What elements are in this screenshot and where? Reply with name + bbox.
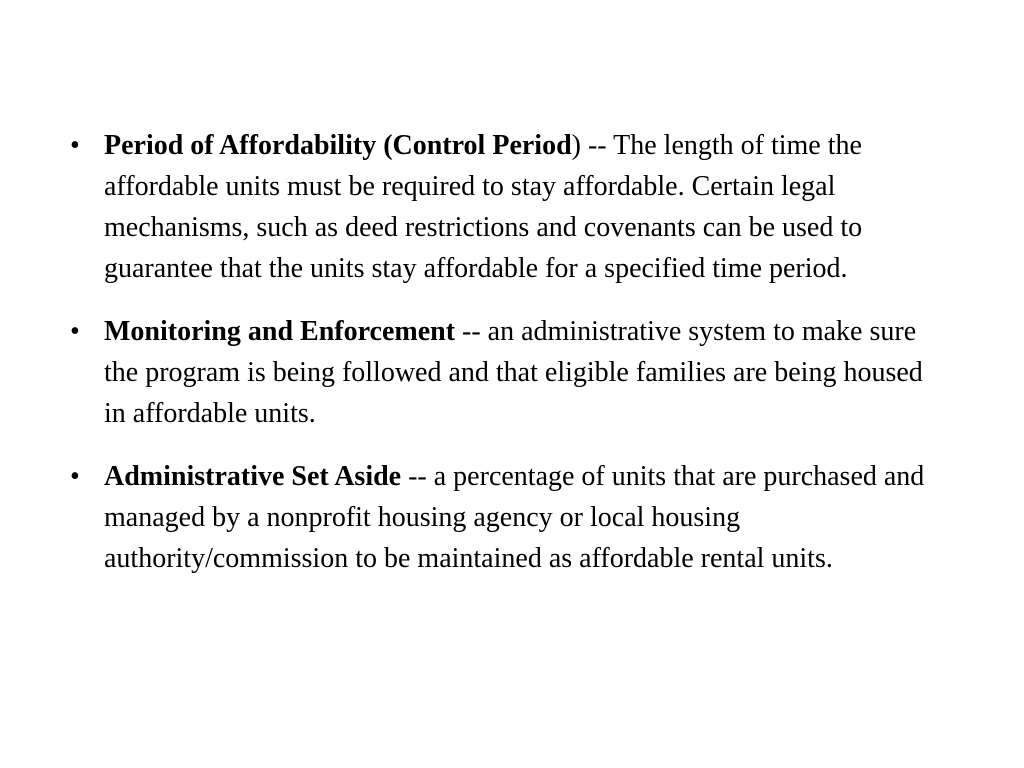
bullet-list	[70, 125, 950, 579]
term-suffix: )	[571, 130, 581, 161]
definition-text: -- a percentage of units that are purchased and managed by a nonprofit housing agency or local housing authority/commission to be maintained as affordable rental units.	[104, 461, 925, 574]
bullet-icon: •	[70, 316, 80, 347]
term-label: Period of Affordability (Control Period	[104, 130, 572, 161]
bullet-item-period-of-affordability	[70, 125, 950, 289]
bullet-item-monitoring-and-enforcement	[70, 311, 950, 434]
bullet-icon: •	[70, 461, 80, 492]
bullet-icon: •	[70, 130, 80, 161]
definition-text: -- The length of time the affordable units must be required to stay affordable. Certain legal mechanisms, such as deed restrictions and covenants can be used to guarantee that the units stay affordable for a specified time period.	[104, 130, 863, 284]
term-label: Monitoring and Enforcement	[104, 316, 456, 347]
term-label: Administrative Set Aside	[104, 461, 402, 492]
definition-text: -- an administrative system to make sure the program is being followed and that eligible families are being housed in affordable units.	[104, 316, 923, 429]
bullet-item-administrative-set-aside	[70, 456, 950, 579]
